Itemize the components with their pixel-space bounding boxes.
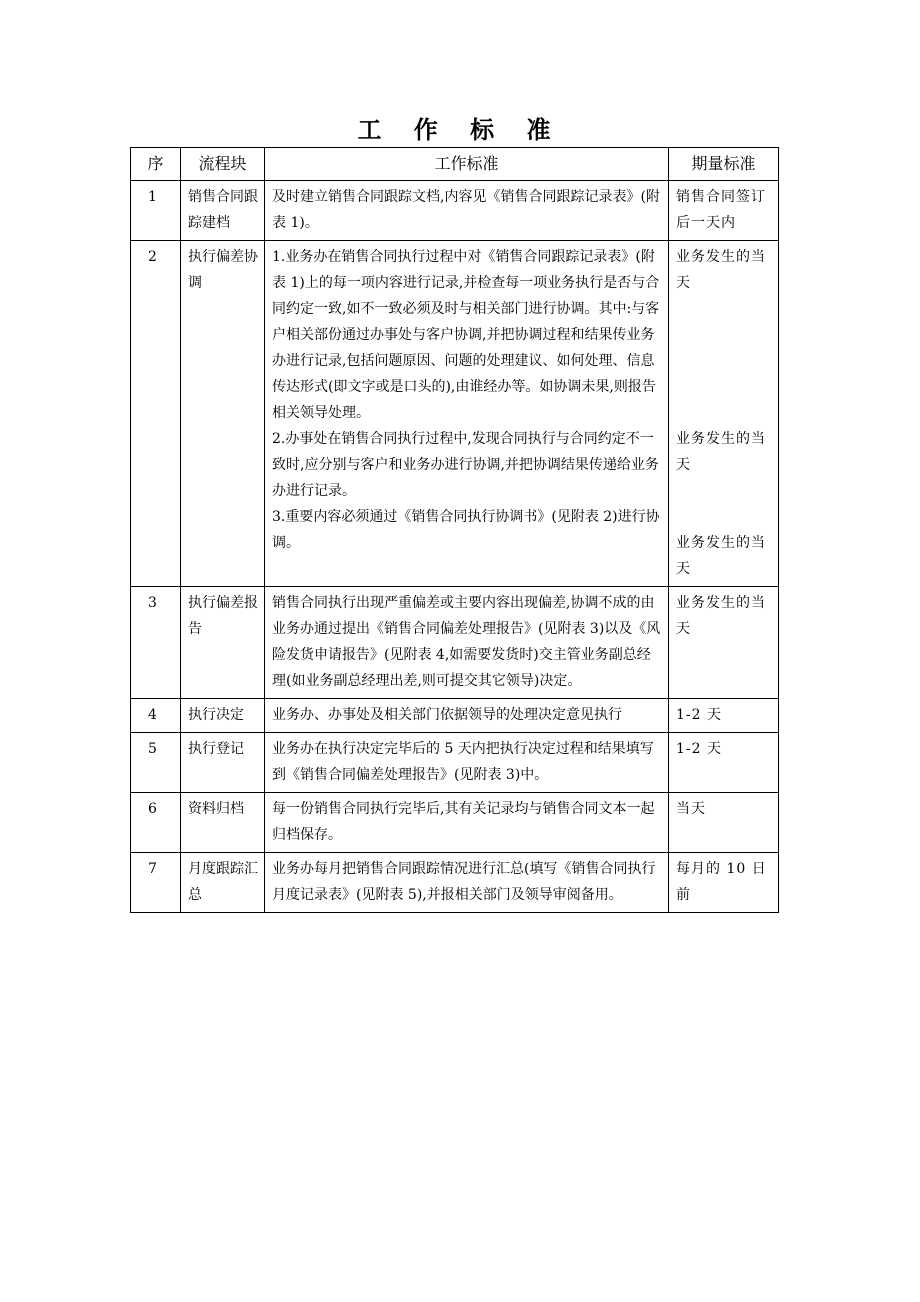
standard-item-1: 1.业务办在销售合同执行过程中对《销售合同跟踪记录表》(附表 1)上的每一项内容进行记录,并检查每一项业务执行是否与合同约定一致,如不一致必须及时与相关部门进行协调。其中:与客户相关部份通过办事处与客户协调,并把协调过程和结果传业务办进行记录,包括问题原因、问题的处理建议、如何处理、信息传达形式(即文字或是口头的),由谁经办等。如协调未果,则报告相关领导处理。 — [272, 249, 660, 421]
cell-standard — [265, 181, 669, 241]
cell-standard — [265, 699, 669, 733]
cell-period: 1-2 天 — [669, 733, 779, 793]
header-seq: 序 — [131, 148, 181, 181]
cell-seq: 2 — [131, 241, 181, 587]
table-row — [131, 587, 779, 699]
cell-process: 执行登记 — [181, 733, 265, 793]
cell-period: 销售合同签订后一天内 — [669, 181, 779, 241]
standard-text: 业务办、办事处及相关部门依据领导的处理决定意见执行 — [272, 707, 622, 723]
cell-process: 执行决定 — [181, 699, 265, 733]
table-row — [131, 733, 779, 793]
cell-seq: 7 — [131, 853, 181, 913]
table-row — [131, 241, 779, 587]
work-standard-table — [130, 147, 779, 913]
cell-seq: 3 — [131, 587, 181, 699]
standard-item-2: 2.办事处在销售合同执行过程中,发现合同执行与合同约定不一致时,应分别与客户和业务办进行协调,并把协调结果传递给业务办进行记录。 — [272, 431, 659, 499]
period-item-1 — [676, 244, 773, 426]
header-standard: 工作标准 — [265, 148, 669, 181]
period-text: 业务发生的当天 — [676, 249, 766, 291]
cell-seq: 6 — [131, 793, 181, 853]
cell-standard — [265, 733, 669, 793]
period-text: 业务发生的当天 — [676, 535, 766, 577]
standard-text: 业务办每月把销售合同跟踪情况进行汇总(填写《销售合同执行月度记录表》(见附表 5),并报相关部门及领导审阅备用。 — [272, 861, 656, 903]
cell-process: 资料归档 — [181, 793, 265, 853]
cell-period: 每月的 10 日前 — [669, 853, 779, 913]
table-row — [131, 793, 779, 853]
cell-seq: 5 — [131, 733, 181, 793]
cell-standard — [265, 853, 669, 913]
table-row — [131, 699, 779, 733]
table-row — [131, 853, 779, 913]
cell-standard — [265, 793, 669, 853]
cell-process: 月度跟踪汇总 — [181, 853, 265, 913]
table-row — [131, 181, 779, 241]
period-item-3 — [676, 530, 773, 582]
cell-period: 当天 — [669, 793, 779, 853]
standard-text: 业务办在执行决定完毕后的 5 天内把执行决定过程和结果填写到《销售合同偏差处理报告》(见附表 3)中。 — [272, 741, 654, 783]
page-title: 工 作 标 准 — [357, 116, 563, 144]
standard-item-3: 3.重要内容必须通过《销售合同执行协调书》(见附表 2)进行协调。 — [272, 509, 660, 551]
standard-text: 及时建立销售合同跟踪文档,内容见《销售合同跟踪记录表》(附表 1)。 — [272, 189, 660, 231]
header-process: 流程块 — [181, 148, 265, 181]
cell-seq: 4 — [131, 699, 181, 733]
standard-text: 销售合同执行出现严重偏差或主要内容出现偏差,协调不成的由业务办通过提出《销售合同偏差处理报告》(见附表 3)以及《风险发货申请报告》(见附表 4,如需要发货时)交主管业务副总经理(如业务副总经理出差,则可提交其它领导)决定。 — [272, 595, 661, 689]
cell-process: 销售合同跟踪建档 — [181, 181, 265, 241]
standard-text: 每一份销售合同执行完毕后,其有关记录均与销售合同文本一起归档保存。 — [272, 801, 655, 843]
table-header-row — [131, 148, 779, 181]
header-period: 期量标准 — [669, 148, 779, 181]
cell-standard — [265, 587, 669, 699]
period-text: 业务发生的当天 — [676, 431, 766, 473]
cell-period — [669, 241, 779, 587]
cell-process: 执行偏差报告 — [181, 587, 265, 699]
period-item-2 — [676, 426, 773, 530]
cell-period: 业务发生的当天 — [669, 587, 779, 699]
cell-seq: 1 — [131, 181, 181, 241]
cell-process: 执行偏差协调 — [181, 241, 265, 587]
cell-standard — [265, 241, 669, 587]
cell-period: 1-2 天 — [669, 699, 779, 733]
